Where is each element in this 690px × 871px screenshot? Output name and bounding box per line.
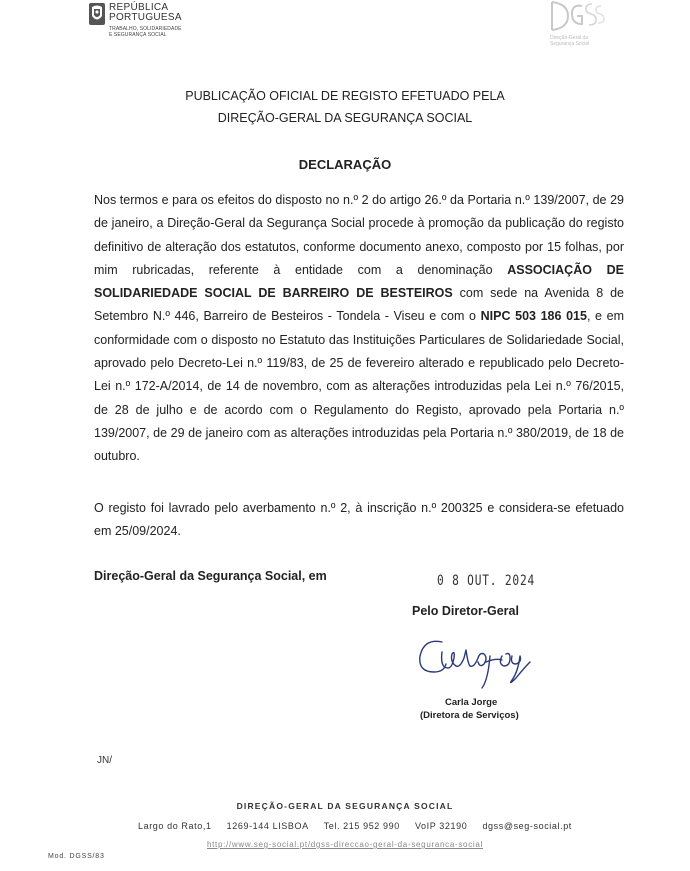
declaration-paragraph <box>94 189 624 469</box>
director-label: Pelo Diretor-Geral <box>412 604 519 618</box>
paragraph-text-part2: com sede na Avenida 8 de Setembro N.º 446, Barreiro de Besteiros - Tondela - Viseu e com o <box>94 286 624 324</box>
portuguese-coat-of-arms-icon <box>88 2 106 26</box>
date-stamp: 0 8 OUT. 2024 <box>437 573 536 589</box>
footer-website-link[interactable]: http://www.seg-social.pt/dgss-direccao-geral-da-seguranca-social <box>206 840 483 849</box>
ministry-line1: TRABALHO, SOLIDARIEDADE <box>109 26 182 32</box>
author-initials: JN/ <box>97 755 112 766</box>
government-logo <box>88 2 198 42</box>
footer-contact-line <box>138 821 584 831</box>
paragraph-text-part1: Nos termos e para os efeitos do disposto no n.º 2 do artigo 26.º da Portaria n.º 139/2007, de 29 de janeiro, a Direção-Geral da Segurança Social procede à promoção da publicação do registo definitivo de alteração dos estatutos, conforme documento anexo, composto por 15 folhas, por mim rubricadas, referente à entidade com a denominação <box>94 193 624 277</box>
entity-name: ASSOCIAÇÃO DE SOLIDARIEDADE SOCIAL DE BARREIRO DE BESTEIROS <box>94 262 624 301</box>
footer-phone: Tel. 215 952 990 <box>323 821 400 831</box>
gov-logo-line1: REPÚBLICA <box>109 2 169 13</box>
dgss-logo-line1: Direção-Geral da <box>550 35 589 41</box>
footer-organization: DIREÇÃO-GERAL DA SEGURANÇA SOCIAL <box>236 801 454 811</box>
declaration-title: DECLARAÇÃO <box>298 157 392 172</box>
form-code: Mod. DGSS/83 <box>48 853 105 860</box>
dgss-logo-icon <box>540 0 610 36</box>
dgss-logo-line2: Segurança Social <box>550 41 590 47</box>
publication-heading-line1: PUBLICAÇÃO OFICIAL DE REGISTO EFETUADO PELA <box>185 89 505 103</box>
footer-voip: VoIP 32190 <box>414 821 468 831</box>
nipc-number: NIPC 503 186 015 <box>480 309 587 324</box>
registration-paragraph: O registo foi lavrado pelo averbamento n.º 2, à inscrição n.º 200325 e considera-se efetuado em 25/09/2024. <box>94 501 624 539</box>
publication-heading-line2: DIREÇÃO-GERAL DA SEGURANÇA SOCIAL <box>217 111 473 125</box>
ministry-line2: E SEGURANÇA SOCIAL <box>109 32 167 38</box>
signer-role: (Diretora de Serviços) <box>420 710 519 721</box>
gov-logo-line2: PORTUGUESA <box>109 12 182 23</box>
paragraph-text-part3: , e em conformidade com o disposto no Estatuto das Instituições Particulares de Solidariedade Social, aprovado pelo Decreto-Lei n.º 119/83, de 25 de fevereiro alterado e republicado pelo Decreto-Lei n.º 172-A/2014, de 14 de novembro, com as alterações introduzidas pela Lei n.º 76/2015, de 28 de julho e de acordo com o Regulamento do Registo, aprovado pela Portaria n.º 139/2007, de 29 de janeiro com as alterações introduzidas pela Portaria n.º 380/2019, de 18 de outubro. <box>94 309 624 464</box>
footer-email: dgss@seg-social.pt <box>482 821 572 831</box>
dgss-logo <box>540 0 610 50</box>
footer-postal: 1269-144 LISBOA <box>226 821 309 831</box>
footer-address: Largo do Rato,1 <box>138 821 212 831</box>
issuer-line: Direção-Geral da Segurança Social, em <box>94 569 327 583</box>
signer-name: Carla Jorge <box>445 697 498 708</box>
handwritten-signature-icon <box>412 628 542 692</box>
